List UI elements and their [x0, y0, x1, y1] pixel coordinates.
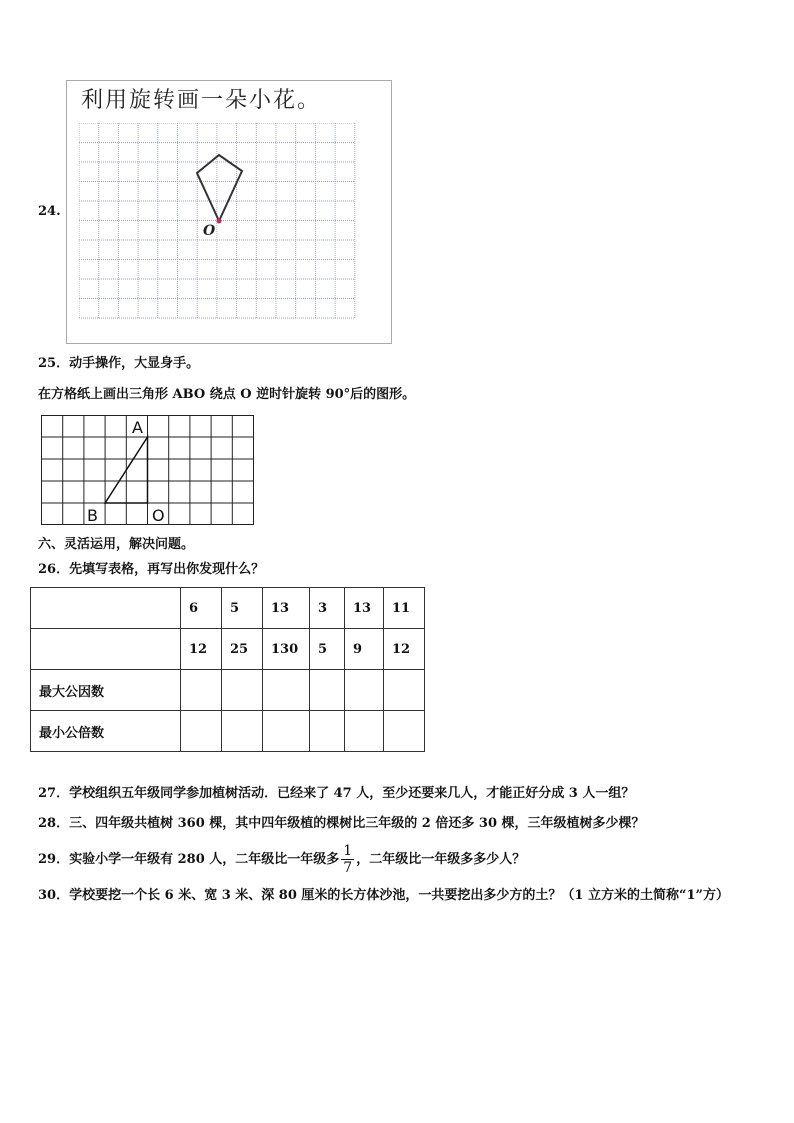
question-29-before: 29．实验小学一年级有 280 人，二年级比一年级多	[38, 852, 340, 867]
answer-cell[interactable]	[181, 711, 222, 752]
answer-cell[interactable]	[263, 711, 310, 752]
answer-cell[interactable]	[345, 711, 384, 752]
question-25-heading: 25．动手操作，大显身手。	[38, 356, 200, 371]
table-cell: 6	[181, 588, 222, 629]
table-cell: 13	[345, 588, 384, 629]
table-cell: 12	[181, 629, 222, 670]
answer-cell[interactable]	[263, 670, 310, 711]
table-cell: 12	[384, 629, 425, 670]
vertex-a-label: A	[132, 418, 143, 437]
question-29	[38, 842, 525, 878]
vertex-o-label: O	[152, 506, 165, 525]
table-cell: 25	[222, 629, 263, 670]
section-6-heading: 六、灵活运用，解决问题。	[38, 537, 195, 552]
answer-cell[interactable]	[345, 670, 384, 711]
table-row	[31, 670, 425, 711]
answer-cell[interactable]	[310, 670, 345, 711]
table-cell: 5	[310, 629, 345, 670]
lcm-row-label: 最小公倍数	[31, 711, 181, 752]
question-28: 28．三、四年级共植树 360 棵，其中四年级植的棵树比三年级的 2 倍还多 30 棵，三年级植树多少棵？	[38, 816, 645, 831]
answer-cell[interactable]	[222, 711, 263, 752]
fraction	[341, 843, 354, 876]
question-24-number: 24.	[38, 204, 61, 219]
table-row	[31, 588, 425, 629]
answer-cell[interactable]	[310, 711, 345, 752]
vertex-b-label: B	[87, 506, 98, 525]
table-cell: 130	[263, 629, 310, 670]
table-cell	[31, 629, 181, 670]
table-row	[31, 711, 425, 752]
table-cell: 13	[263, 588, 310, 629]
answer-cell[interactable]	[222, 670, 263, 711]
table-cell: 9	[345, 629, 384, 670]
rotation-grid	[79, 123, 377, 323]
table-cell: 5	[222, 588, 263, 629]
answer-cell[interactable]	[384, 670, 425, 711]
answer-cell[interactable]	[384, 711, 425, 752]
kite-shape	[197, 155, 242, 221]
question-25-instruction: 在方格纸上画出三角形 ABO 绕点 O 逆时针旋转 90°后的图形。	[38, 387, 416, 402]
table-cell: 3	[310, 588, 345, 629]
question-24-figure	[66, 80, 392, 344]
question-26-heading: 26．先填写表格，再写出你发现什么？	[38, 562, 265, 577]
question-29-after: ，二年级比一年级多多少人？	[356, 852, 526, 867]
table-cell	[31, 588, 181, 629]
fraction-denominator: 7	[343, 860, 353, 876]
figure-title: 利用旋转画一朵小花。	[81, 88, 322, 113]
point-o-label: O	[203, 223, 216, 239]
rotation-center-point	[217, 219, 222, 224]
fraction-numerator: 1	[343, 843, 353, 859]
table-row	[31, 629, 425, 670]
table-cell: 11	[384, 588, 425, 629]
triangle-grid	[41, 415, 255, 527]
question-27: 27．学校组织五年级同学参加植树活动．已经来了 47 人，至少还要来几人，才能正好分成 3 人一组？	[38, 786, 635, 801]
question-30: 30．学校要挖一个长 6 米、宽 3 米、深 80 厘米的长方体沙池，一共要挖出多少方的土？（1 立方米的土简称“1”方）	[38, 888, 730, 903]
answer-cell[interactable]	[181, 670, 222, 711]
gcd-row-label: 最大公因数	[31, 670, 181, 711]
gcd-lcm-table	[30, 587, 425, 752]
